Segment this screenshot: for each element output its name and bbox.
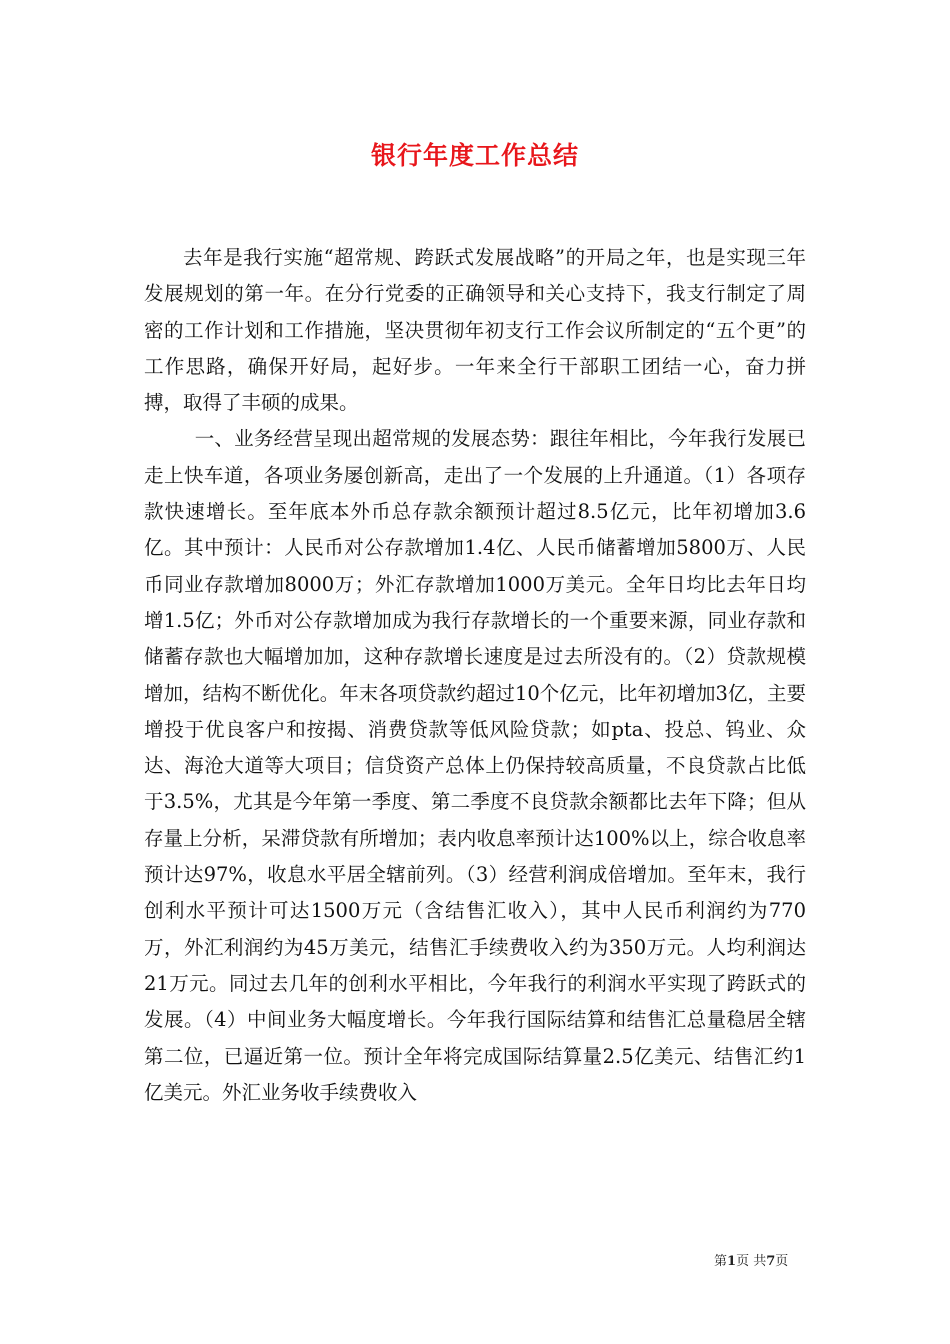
footer-prefix: 第 [714, 1254, 728, 1269]
document-title: 银行年度工作总结 [370, 141, 579, 170]
page-footer [714, 1250, 814, 1269]
document-body [144, 240, 806, 1111]
footer-middle: 页 共 [736, 1254, 767, 1269]
total-page-number: 7 [766, 1254, 776, 1269]
paragraph-business: 一、业务经营呈现出超常规的发展态势：跟往年相比，今年我行发展已走上快车道，各项业务屡创新高，走出了一个发展的上升通道。（1）各项存款快速增长。至年底本外币总存款余额预计超过8.5亿元，比年初增加3.6亿。其中预计：人民币对公存款增加1.4亿、人民币储蓄增加5800万、人民币同业存款增加8000万；外汇存款增加1000万美元。全年日均比去年日均增1.5亿；外币对公存款增加成为我行存款增长的一个重要来源，同业存款和储蓄存款也大幅增加加，这种存款增长速度是过去所没有的。（2）贷款规模增加，结构不断优化。年末各项贷款约超过10个亿元，比年初增加3亿，主要增投于优良客户和按揭、消费贷款等低风险贷款；如pta、投总、钨业、众达、海沧大道等大项目；信贷资产总体上仍保持较高质量，不良贷款占比低于3.5%，尤其是今年第一季度、第二季度不良贷款余额都比去年下降；但从存量上分析，呆滞贷款有所增加；表内收息率预计达100%以上，综合收息率预计达97%，收息水平居全辖前列。（3）经营利润成倍增加。至年末，我行创利水平预计可达1500万元（含结售汇收入），其中人民币利润约为770万，外汇利润约为45万美元，结售汇手续费收入约为350万元。人均利润达21万元。同过去几年的创利水平相比，今年我行的利润水平实现了跨跃式的发展。（4）中间业务大幅度增长。今年我行国际结算和结售汇总量稳居全辖第二位，已逼近第一位。预计全年将完成国际结算量2.5亿美元、结售汇约1亿美元。外汇业务收手续费收入 [144, 427, 806, 1104]
paragraph-intro: 去年是我行实施“超常规、跨跃式发展战略”的开局之年，也是实现三年发展规划的第一年。在分行党委的正确领导和关心支持下，我支行制定了周密的工作计划和工作措施，坚决贯彻年初支行工作会议所制定的“五个更”的工作思路，确保开好局，起好步。一年来全行干部职工团结一心，奋力拼搏，取得了丰硕的成果。 [144, 246, 806, 415]
footer-suffix: 页 [775, 1254, 789, 1269]
current-page-number: 1 [727, 1254, 737, 1269]
